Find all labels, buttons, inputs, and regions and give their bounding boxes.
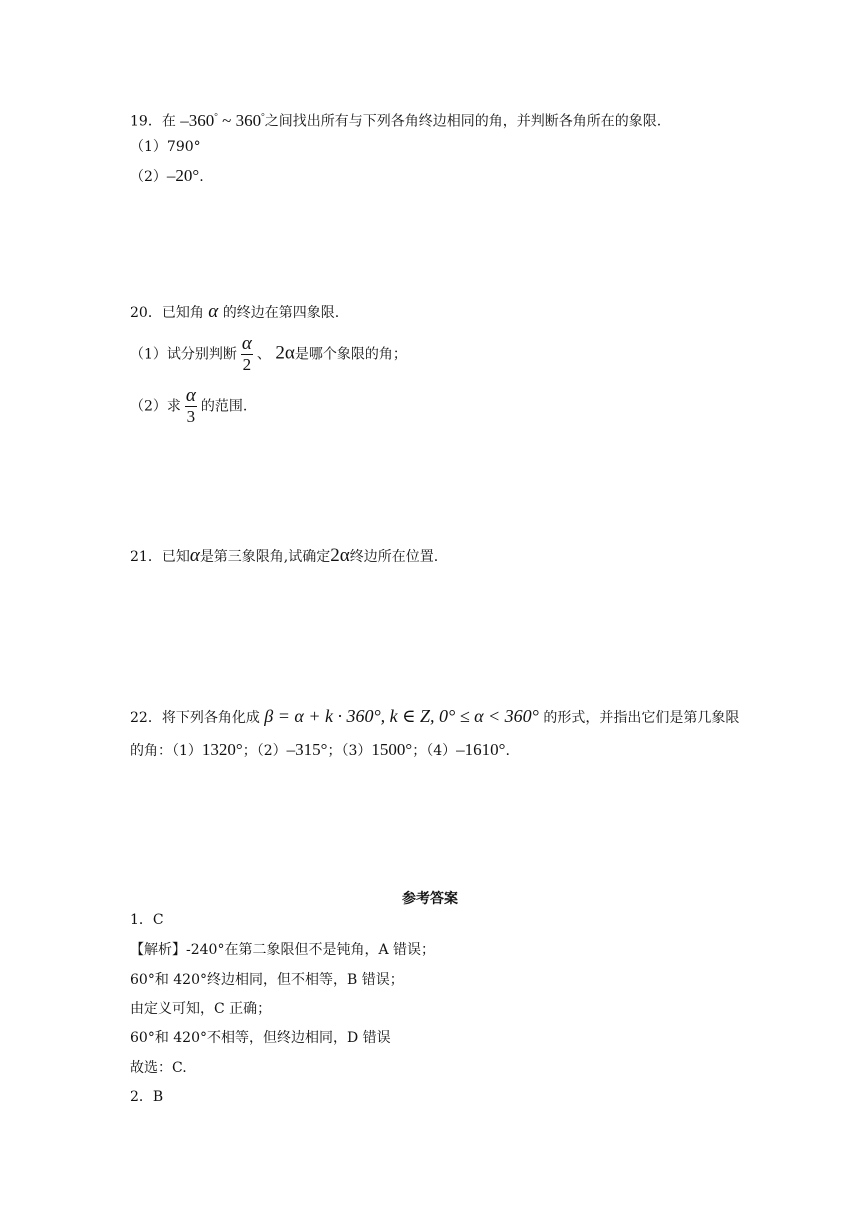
q20-part2: （2）求 $\frac{\alpha}{3}$ 的范围. (130, 385, 248, 426)
q20-number: 20． (130, 305, 162, 321)
alpha-over-3-fraction: $\frac{\alpha}{3}$ (185, 385, 196, 426)
alpha-over-2-fraction: $\frac{\alpha}{2}$ (241, 333, 252, 374)
answer-1: 1．C (130, 912, 164, 928)
q19-range-start: –360° ~ 360° (180, 110, 265, 130)
answer-2: 2．B (130, 1089, 164, 1105)
q22-number: 22． (130, 710, 162, 726)
explanation-line-5: 故选：C. (130, 1060, 187, 1076)
q22-formula: β = α + k · 360°, k ∈ Z, 0° ≤ α < 360° (264, 706, 539, 726)
explanation-line-1: 【解析】-240°在第二象限但不是钝角，A 错误； (130, 942, 436, 958)
answers-title: 参考答案 (402, 891, 458, 907)
q20-line: 20．已知角 α 的终边在第四象限. (130, 301, 340, 322)
q19-part1: （1）790° (130, 139, 201, 155)
q22-line1: 22．将下列各角化成 β = α + k · 360°, k ∈ Z, 0° ≤ α < 360° 的形式，并指出它们是第几象限 (130, 706, 740, 726)
q19-number: 19． (130, 113, 162, 130)
q19-part2: （2）–20°. (130, 166, 204, 185)
q19-line: 19．在 –360° ~ 360°之间找出所有与下列各角终边相同的角，并判断各角所在的象限. (130, 110, 662, 130)
explanation-line-3: 由定义可知，C 正确； (130, 1001, 272, 1017)
q22-line2: 的角：（1）1320°；（2）–315°；（3）1500°；（4）–1610°. (130, 740, 510, 759)
q20-part1: （1）试分别判断 $\frac{\alpha}{2}$ 、 2α是哪个象限的角； (130, 333, 407, 374)
q21-number: 21． (130, 549, 162, 565)
q21-line: 21．已知α是第三象限角,试确定2α终边所在位置. (130, 545, 439, 566)
explanation-line-4: 60°和 420°不相等，但终边相同，D 错误 (130, 1030, 391, 1046)
explanation-line-2: 60°和 420°终边相同，但不相等，B 错误； (130, 972, 404, 988)
